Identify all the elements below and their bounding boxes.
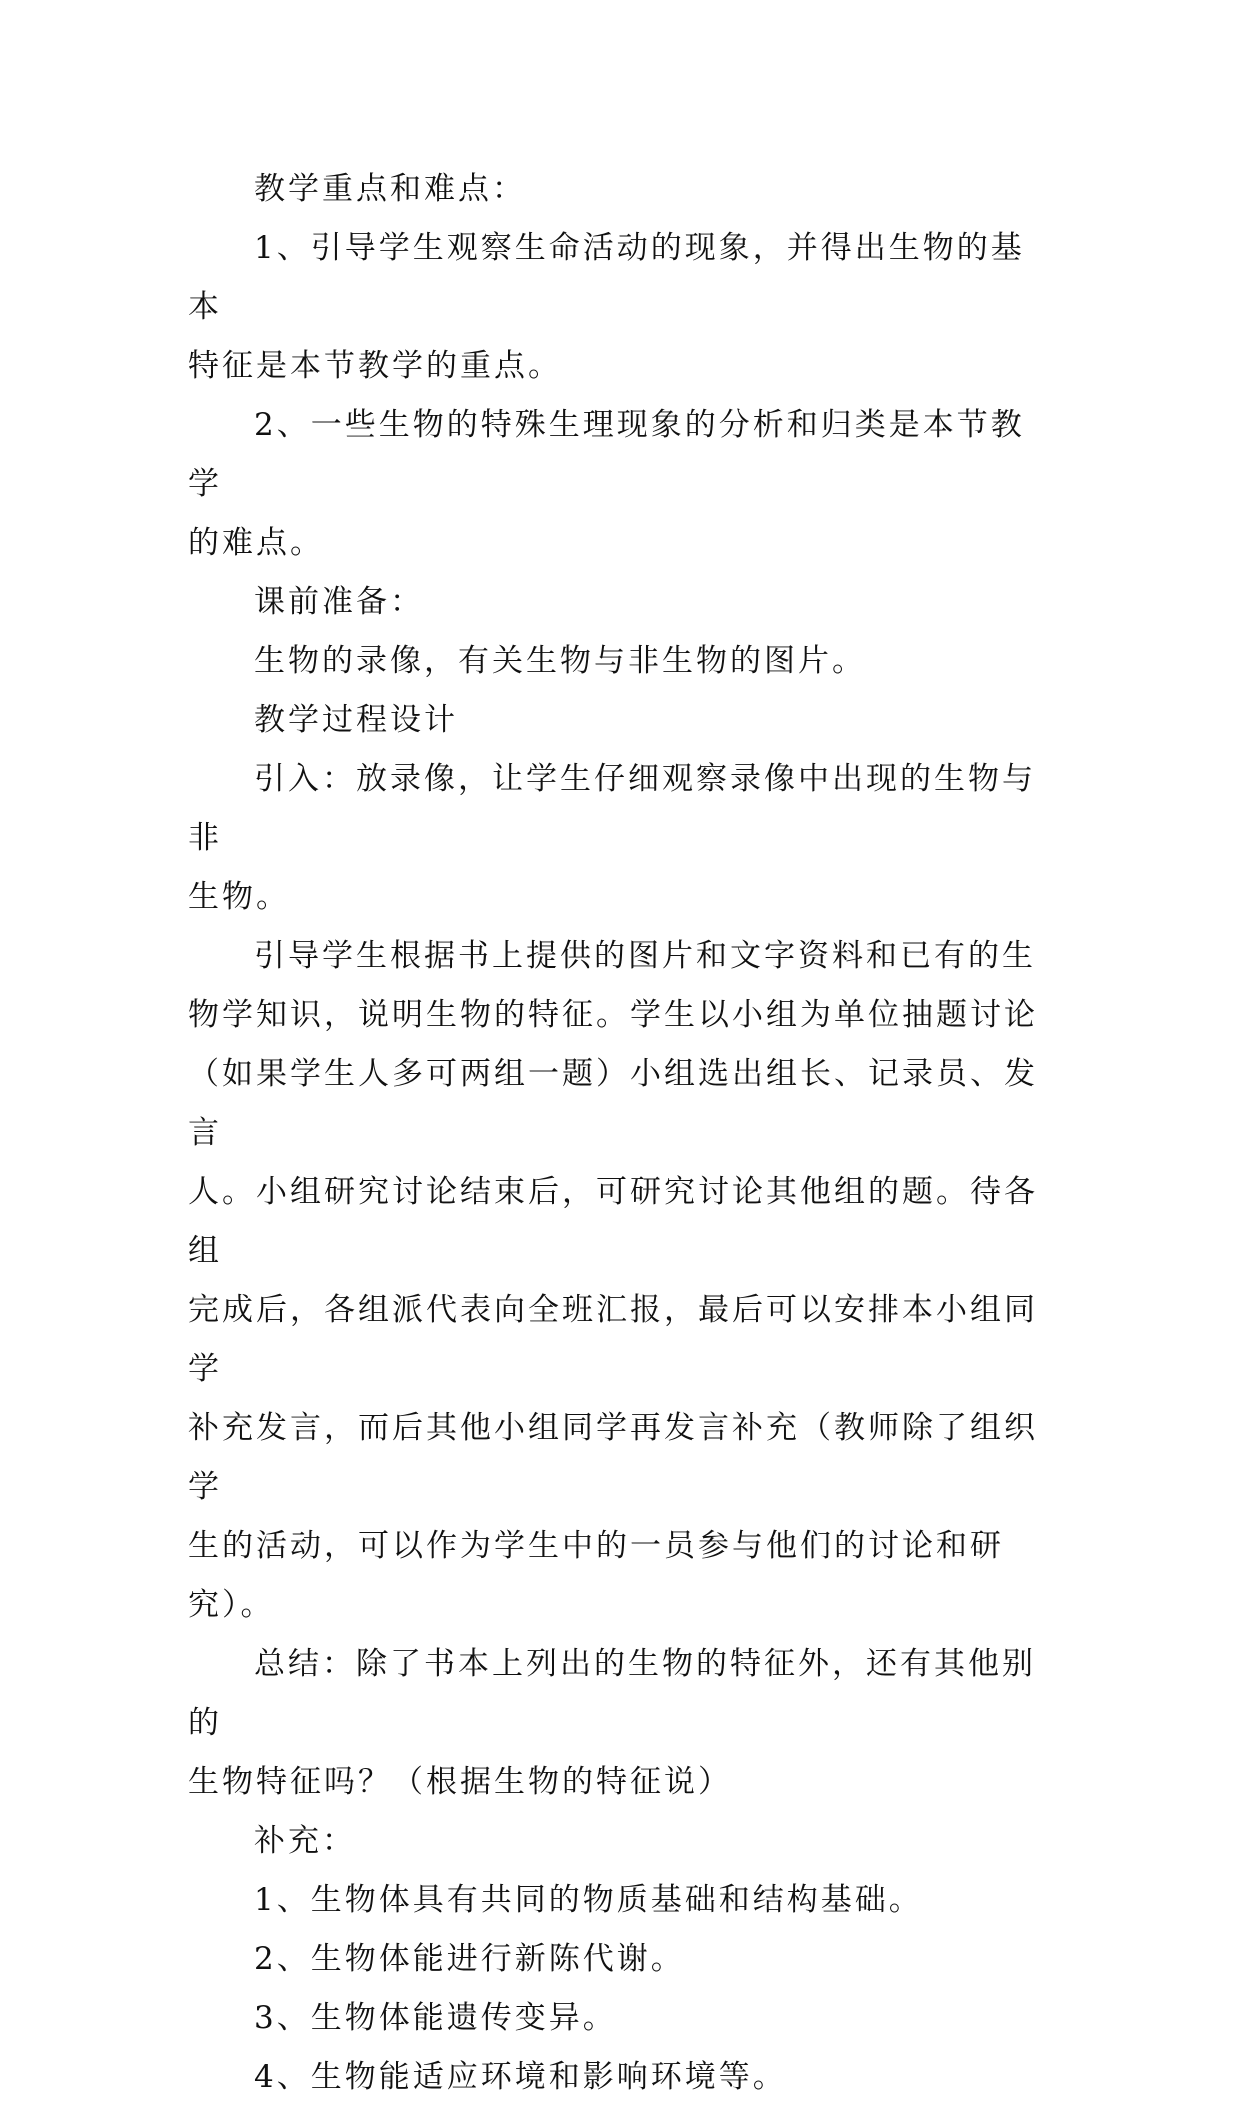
supplement-item-4: 4、生物能适应环境和影响环境等。 — [254, 2059, 787, 2095]
heading-preparation: 课前准备： — [254, 584, 424, 620]
supplement-item-2: 2、生物体能进行新陈代谢。 — [254, 1941, 685, 1977]
supplement-item-3: 3、生物体能遗传变异。 — [254, 2000, 617, 2036]
heading-key-points: 教学重点和难点： — [254, 171, 526, 207]
document-body — [188, 160, 1058, 2107]
heading-process: 教学过程设计 — [254, 702, 458, 738]
supplement-item-1: 1、生物体具有共同的物质基础和结构基础。 — [254, 1882, 923, 1918]
intro-paragraph: 引入：放录像，让学生仔细观察录像中出现的生物与非 生物。 — [188, 761, 1036, 915]
guidance-paragraph: 引导学生根据书上提供的图片和文字资料和已有的生 物学知识，说明生物的特征。学生以小组为单位抽题讨论 （如果学生人多可两组一题）小组选出组长、记录员、发言 人。小组研究讨论结束后，可研究讨论其他组的题。待各组 完成后，各组派代表向全班汇报，最后可以安排本小组同学 补充发言，而后其他小组同学再发言补充（教师除了组织学 生的活动，可以作为学生中的一员参与他们的讨论和研究）。 — [188, 938, 1038, 1623]
key-point-2: 2、一些生物的特殊生理现象的分析和归类是本节教学 的难点。 — [188, 407, 1025, 561]
key-point-1: 1、引导学生观察生命活动的现象，并得出生物的基本 特征是本节教学的重点。 — [188, 230, 1025, 384]
preparation-text: 生物的录像，有关生物与非生物的图片。 — [254, 643, 866, 679]
heading-supplement: 补充： — [254, 1823, 356, 1859]
summary-paragraph: 总结：除了书本上列出的生物的特征外，还有其他别的 生物特征吗？（根据生物的特征说） — [188, 1646, 1036, 1800]
